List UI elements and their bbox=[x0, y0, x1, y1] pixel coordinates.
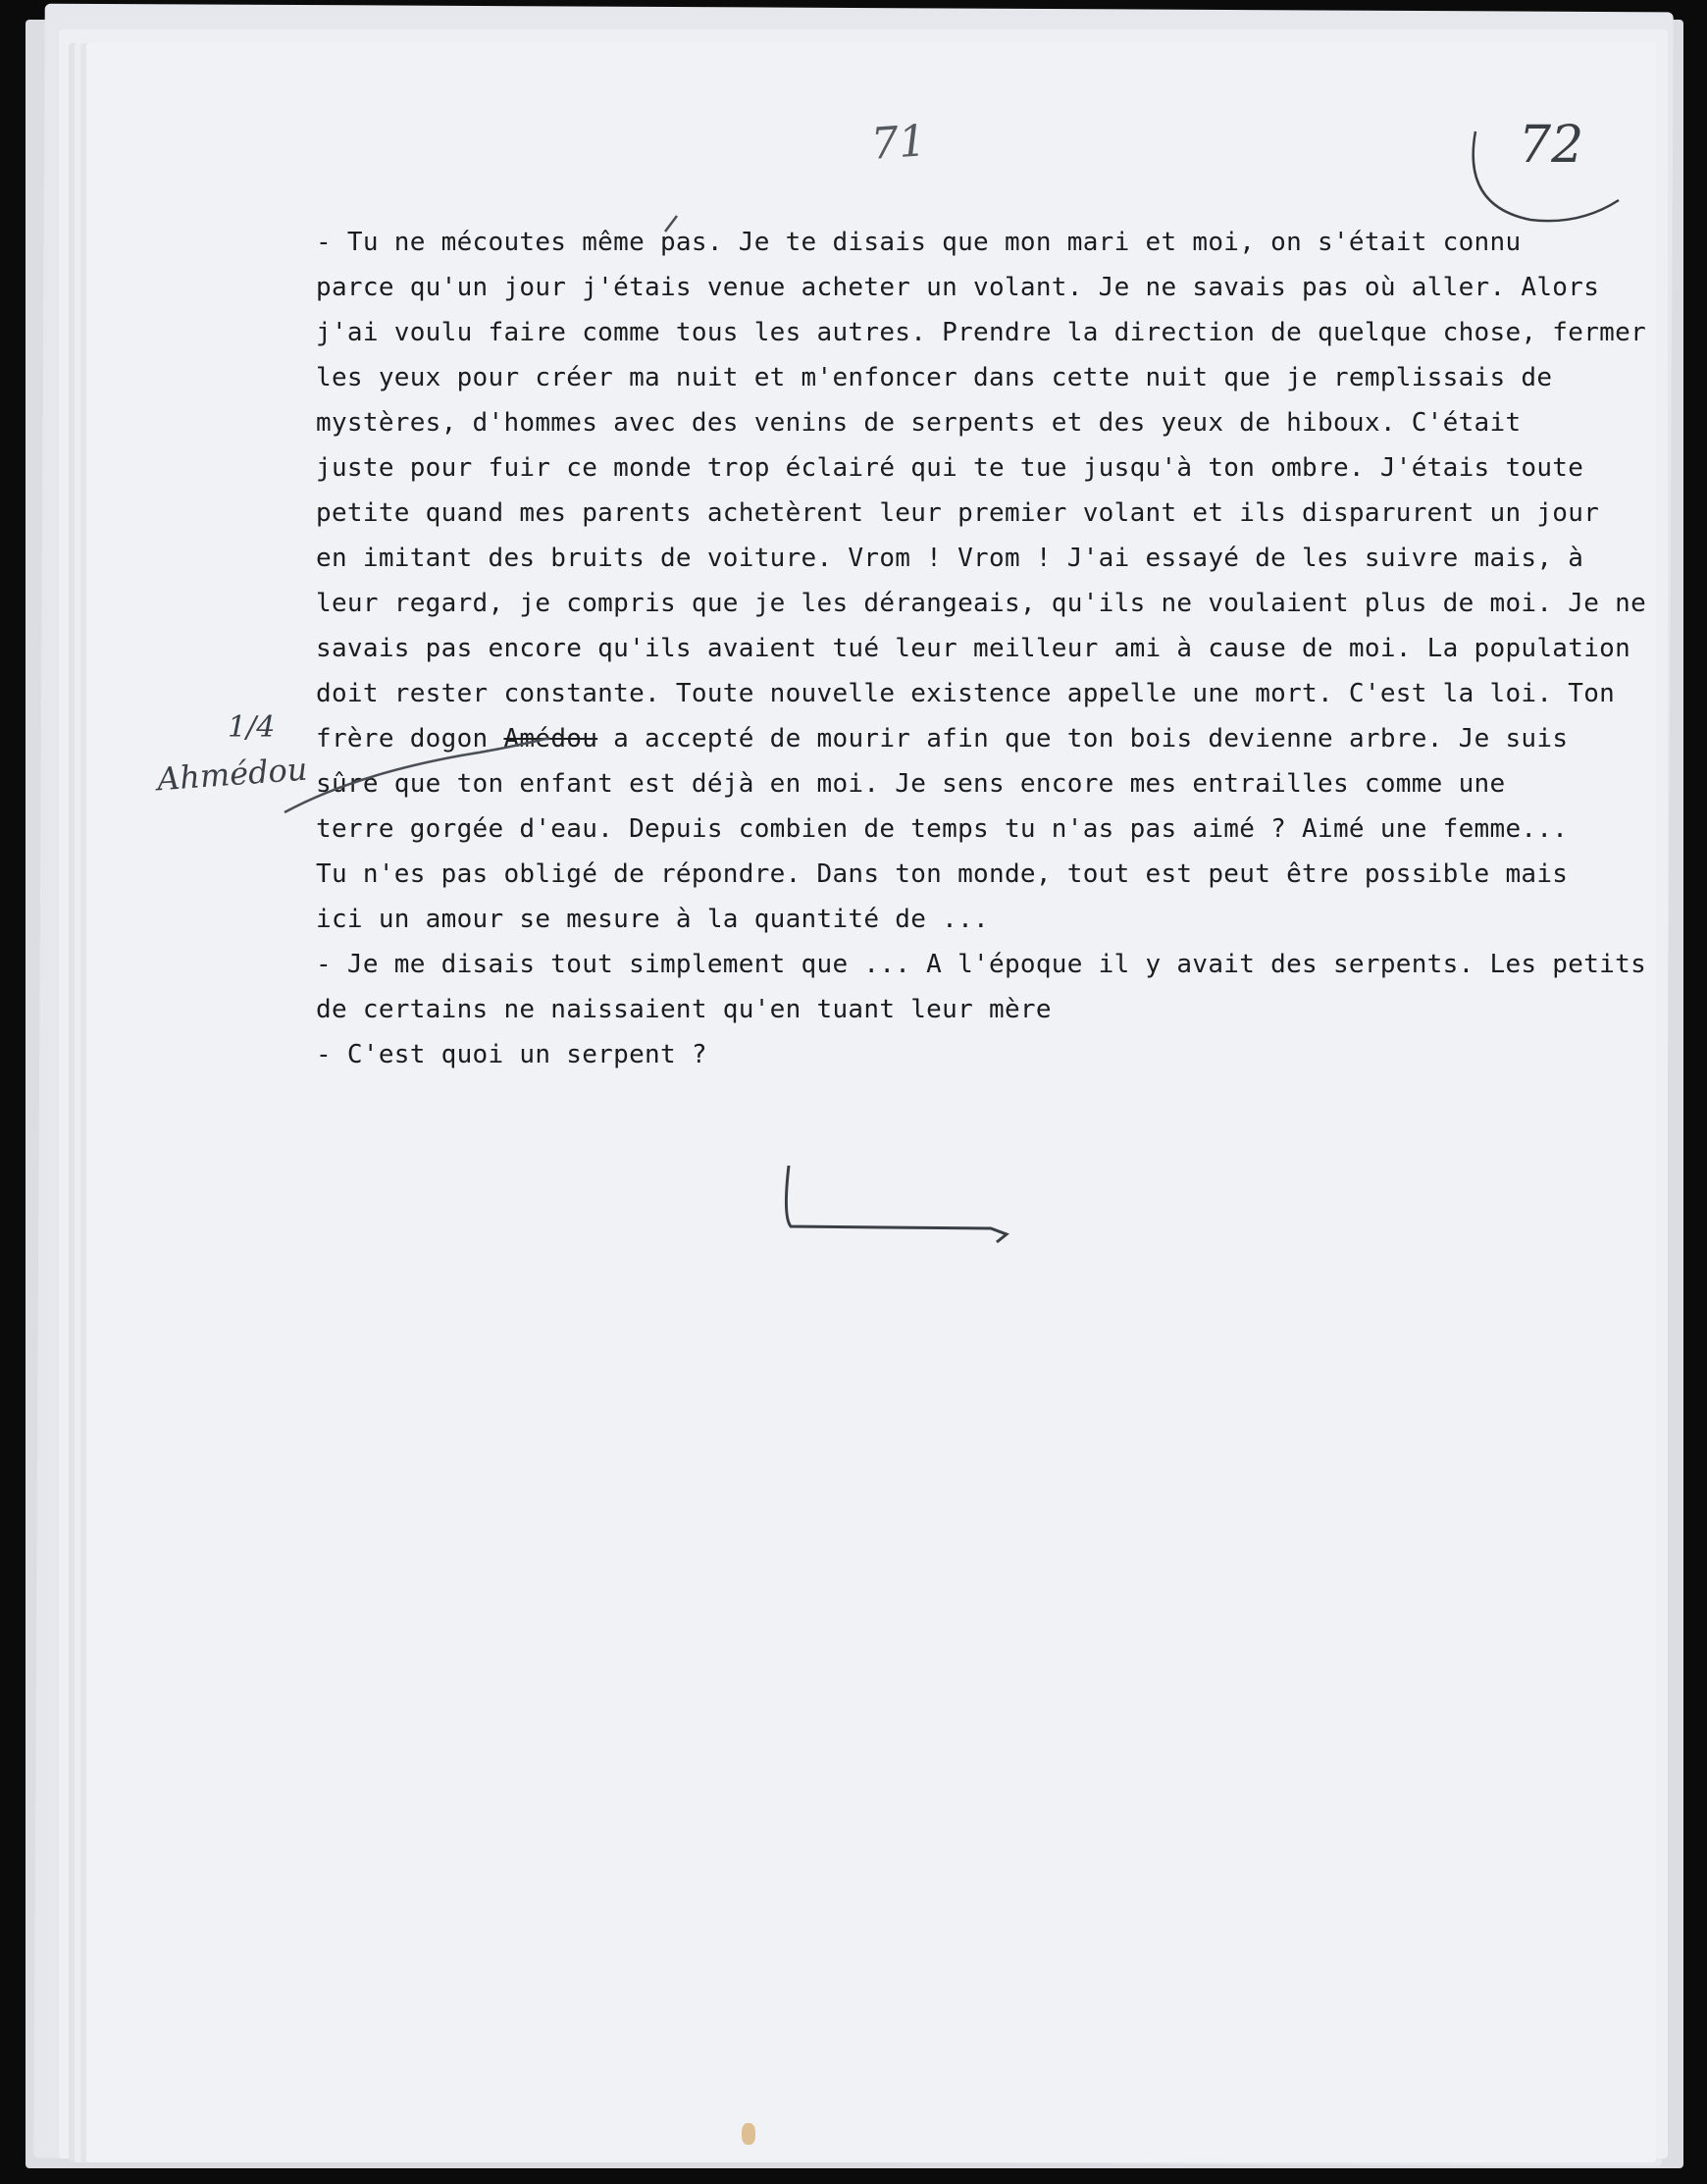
text-line: savais pas encore qu'ils avaient tué leur meilleur ami à cause de moi. La population bbox=[316, 634, 1631, 663]
old-page-number: 71 bbox=[869, 116, 928, 170]
text-line: Tu n'es pas obligé de répondre. Dans ton monde, tout est peut être possible mais bbox=[316, 859, 1569, 889]
apostrophe-mark bbox=[665, 216, 677, 232]
text-line: - C'est quoi un serpent ? bbox=[316, 1040, 707, 1069]
text-line: - Je me disais tout simplement que ... A l'époque il y avait des serpents. Les petits bbox=[316, 950, 1647, 979]
margin-correction-name: Ahmédou bbox=[155, 750, 309, 799]
text-line: petite quand mes parents achetèrent leur premier volant et ils disparurent un jour bbox=[316, 498, 1600, 528]
crossed-out-word: Amédou bbox=[503, 724, 598, 754]
text-line: ici un amour se mesure à la quantité de ... bbox=[316, 905, 989, 934]
paper-stain bbox=[742, 2123, 755, 2145]
end-mark bbox=[775, 1158, 1030, 1246]
text-segment: a accepté de mourir afin que ton bois devienne arbre. Je suis bbox=[597, 724, 1569, 754]
text-line: juste pour fuir ce monde trop éclairé qui te tue jusqu'à ton ombre. J'étais toute bbox=[316, 453, 1584, 483]
correction-line bbox=[284, 738, 549, 812]
text-line: - Tu ne mécoutes même pas. Je te disais que mon mari et moi, on s'était connu bbox=[316, 228, 1522, 257]
text-line: j'ai voulu faire comme tous les autres. Prendre la direction de quelque chose, fermer bbox=[316, 318, 1647, 347]
margin-mark: 1/4 bbox=[228, 710, 276, 745]
page-number: 72 bbox=[1519, 116, 1584, 175]
text-line: terre gorgée d'eau. Depuis combien de temps tu n'as pas aimé ? Aimé une femme... bbox=[316, 814, 1569, 844]
text-line: leur regard, je compris que je les dérangeais, qu'ils ne voulaient plus de moi. Je ne bbox=[316, 589, 1647, 618]
text-line: sûre que ton enfant est déjà en moi. Je sens encore mes entrailles comme une bbox=[316, 769, 1506, 799]
text-line: en imitant des bruits de voiture. Vrom ! Vrom ! J'ai essayé de les suivre mais, à bbox=[316, 544, 1584, 573]
text-line: parce qu'un jour j'étais venue acheter un volant. Je ne savais pas où aller. Alors bbox=[316, 273, 1600, 302]
text-line: les yeux pour créer ma nuit et m'enfoncer dans cette nuit que je remplissais de bbox=[316, 363, 1553, 392]
text-line: de certains ne naissaient qu'en tuant leur mère bbox=[316, 995, 1052, 1024]
text-line: doit rester constante. Toute nouvelle existence appelle une mort. C'est la loi. Ton bbox=[316, 679, 1616, 708]
text-line: mystères, d'hommes avec des venins de serpents et des yeux de hiboux. C'était bbox=[316, 408, 1522, 438]
text-segment: frère dogon bbox=[316, 724, 504, 754]
